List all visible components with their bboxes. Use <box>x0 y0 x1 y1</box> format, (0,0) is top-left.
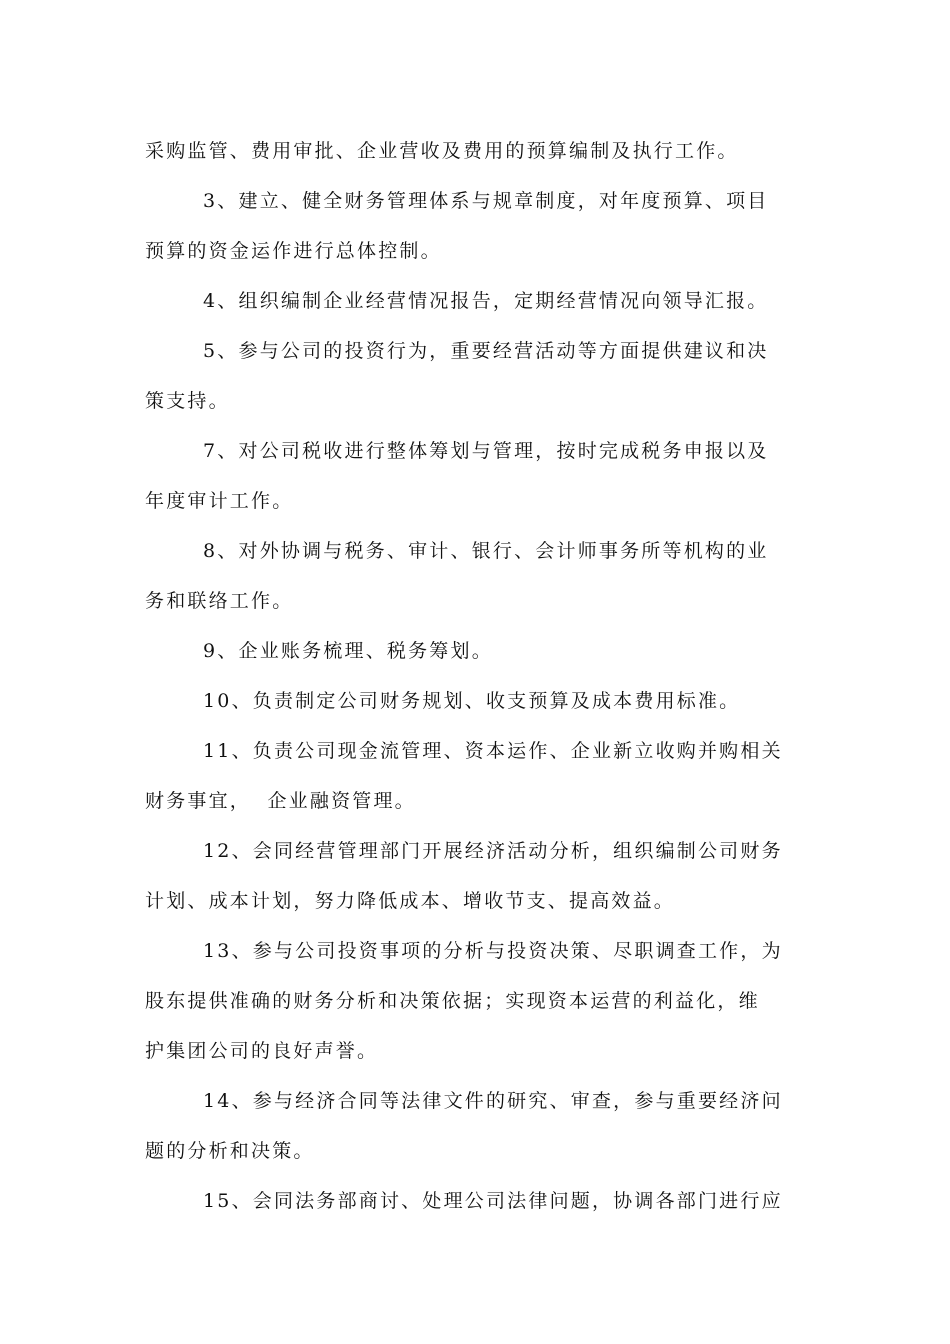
document-line: 预算的资金运作进行总体控制。 <box>145 240 442 262</box>
document-line: 14、参与经济合同等法律文件的研究、审查，参与重要经济问 <box>203 1090 783 1112</box>
document-line: 计划、成本计划，努力降低成本、增收节支、提高效益。 <box>145 890 676 912</box>
document-line: 护集团公司的良好声誉。 <box>145 1040 379 1062</box>
document-line: 题的分析和决策。 <box>145 1140 315 1162</box>
document-line: 股东提供准确的财务分析和决策依据；实现资本运营的利益化，维 <box>145 990 760 1012</box>
document-line: 3、建立、健全财务管理体系与规章制度，对年度预算、项目 <box>203 190 769 212</box>
document-line: 务和联络工作。 <box>145 590 294 612</box>
document-line: 15、会同法务部商讨、处理公司法律问题，协调各部门进行应 <box>203 1190 783 1212</box>
document-line: 5、参与公司的投资行为，重要经营活动等方面提供建议和决 <box>203 340 769 362</box>
document-line: 8、对外协调与税务、审计、银行、会计师事务所等机构的业 <box>203 540 769 562</box>
document-line: 7、对公司税收进行整体筹划与管理，按时完成税务申报以及 <box>203 440 769 462</box>
document-line: 4、组织编制企业经营情况报告，定期经营情况向领导汇报。 <box>203 290 769 312</box>
document-line: 13、参与公司投资事项的分析与投资决策、尽职调查工作，为 <box>203 940 783 962</box>
document-line: 年度审计工作。 <box>145 490 294 512</box>
document-line: 财务事宜， 企业融资管理。 <box>145 790 416 812</box>
document-line: 12、会同经营管理部门开展经济活动分析，组织编制公司财务 <box>203 840 783 862</box>
document-line: 策支持。 <box>145 390 230 412</box>
document-body <box>145 126 807 1226</box>
document-line: 9、企业账务梳理、税务筹划。 <box>203 640 493 662</box>
document-line: 10、负责制定公司财务规划、收支预算及成本费用标准。 <box>203 690 741 712</box>
document-line: 11、负责公司现金流管理、资本运作、企业新立收购并购相关 <box>203 740 783 762</box>
document-line: 采购监管、费用审批、企业营收及费用的预算编制及执行工作。 <box>145 140 739 162</box>
